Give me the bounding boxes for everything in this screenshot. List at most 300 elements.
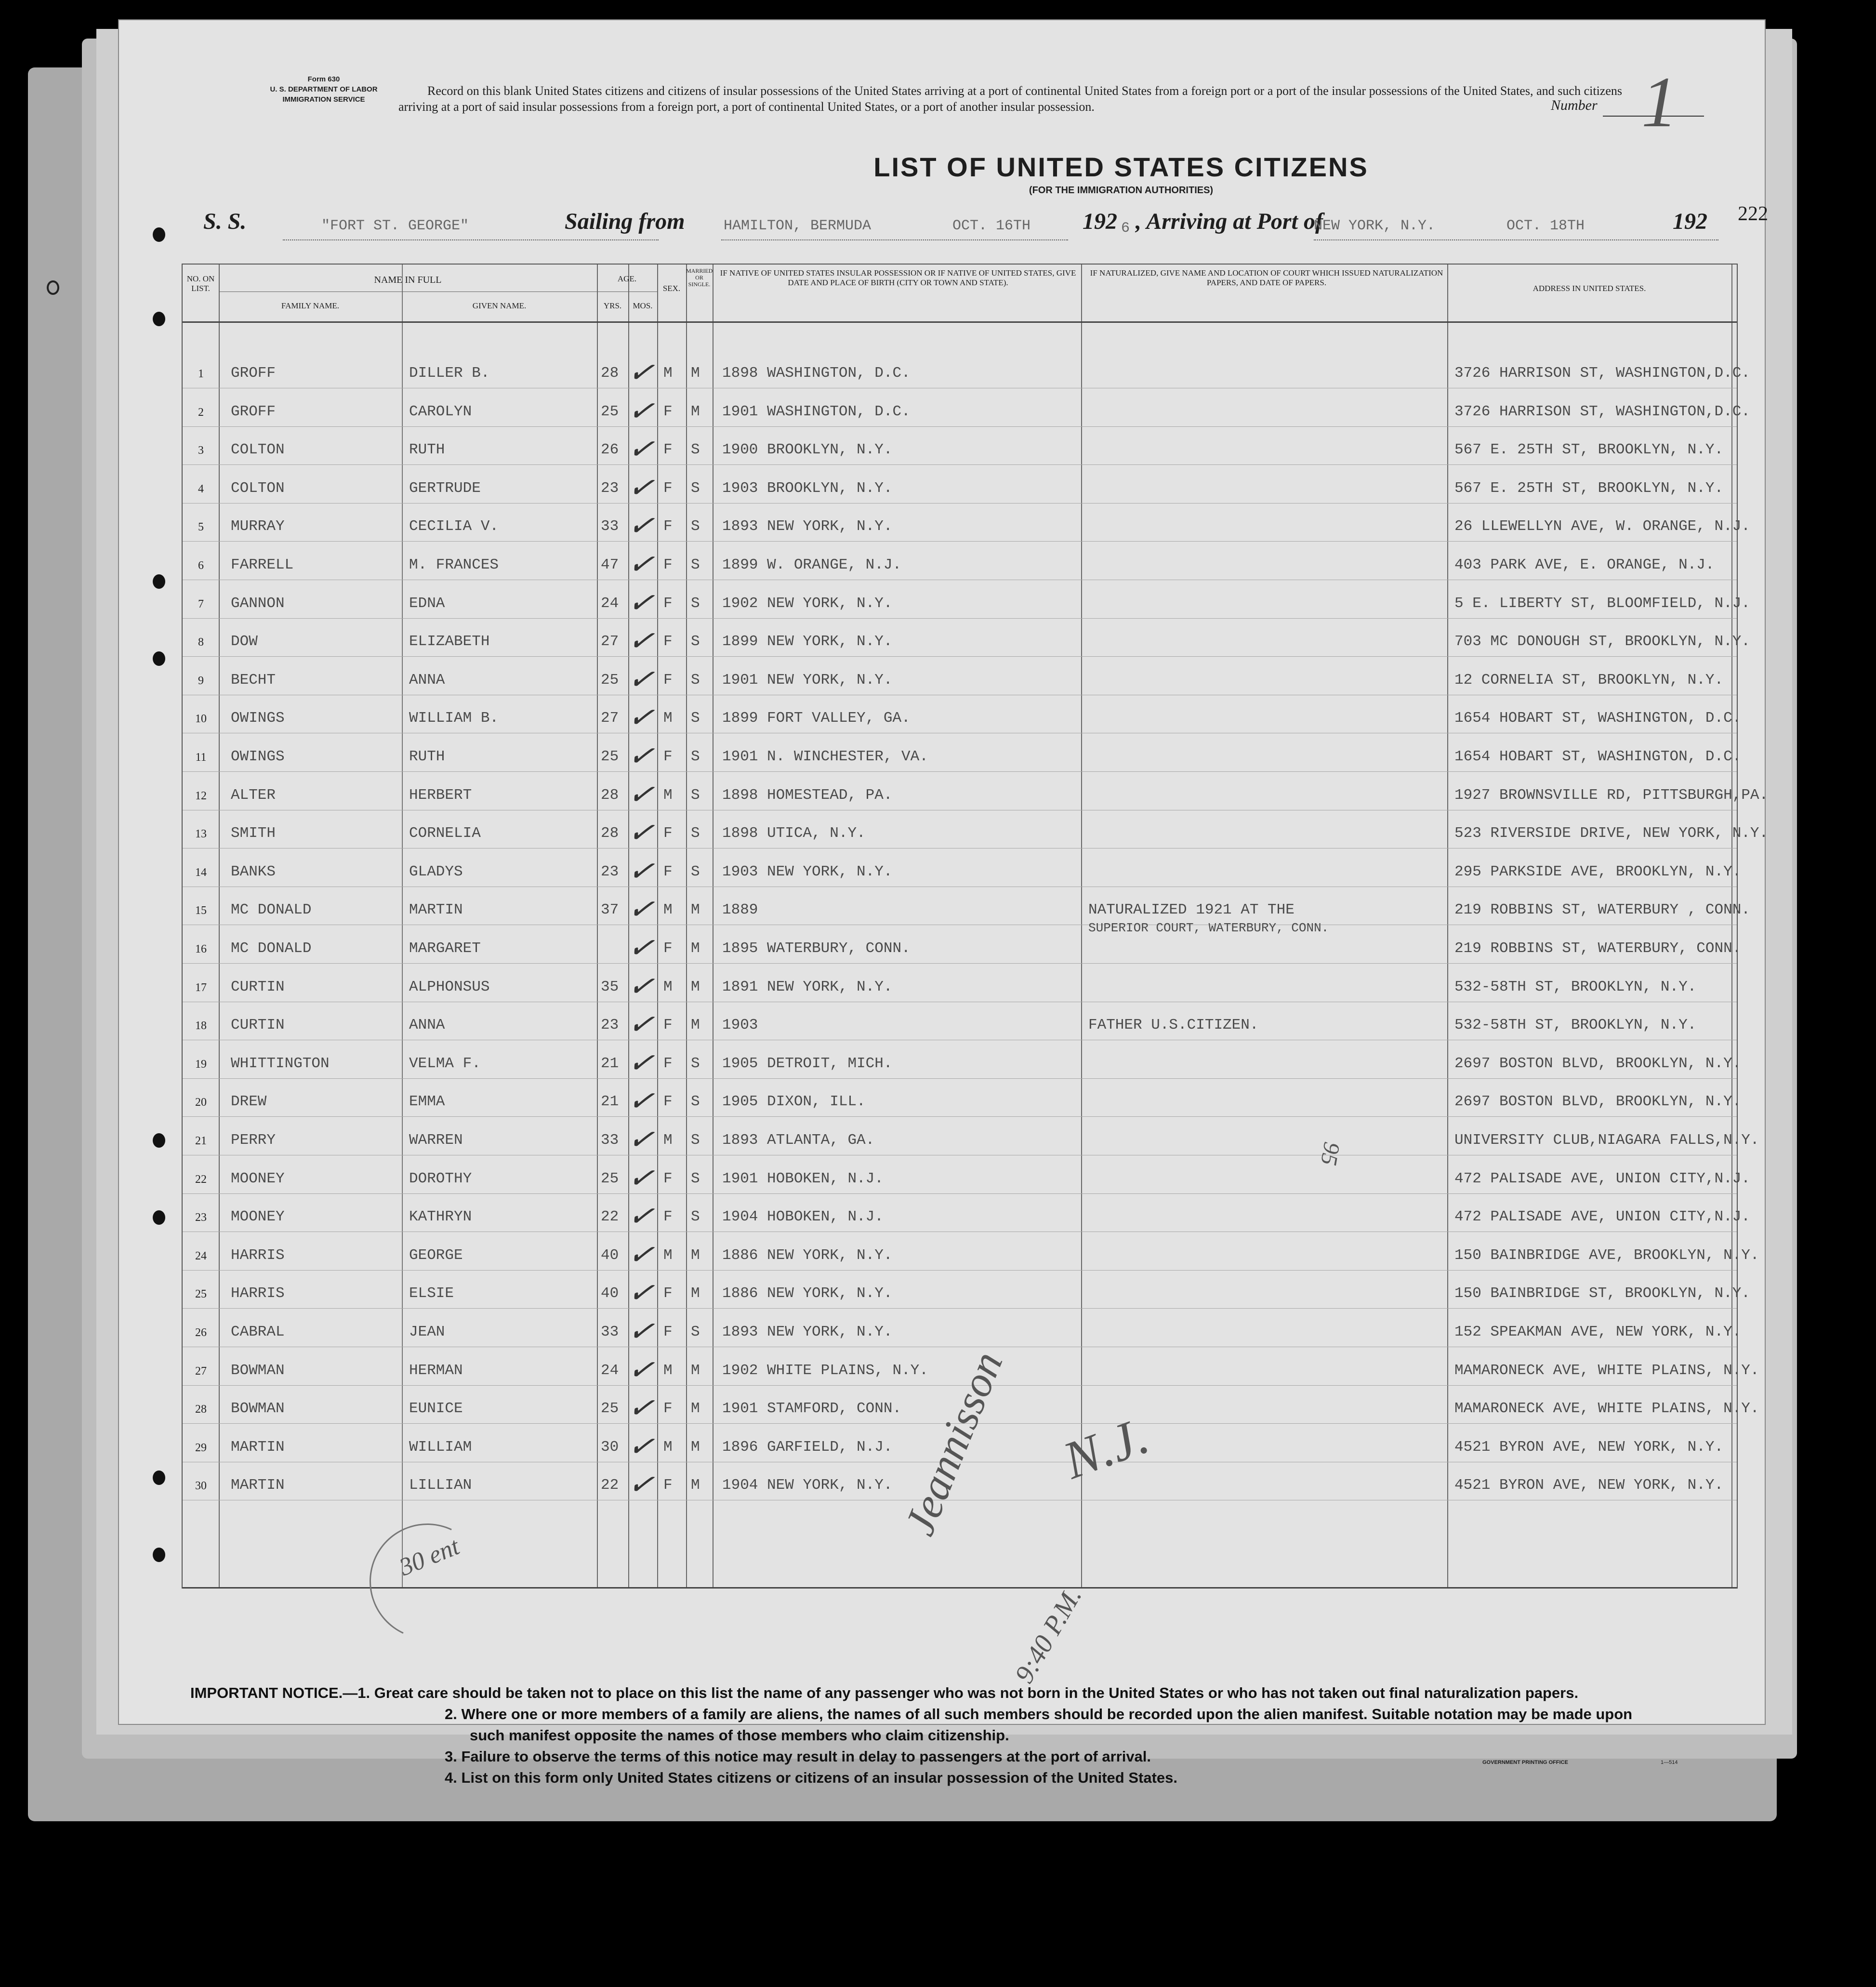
cell-birth: 1904 HOBOKEN, N.J.	[722, 1208, 884, 1226]
check-mark-icon: ✓	[626, 890, 657, 928]
cell-birth: 1899 FORT VALLEY, GA.	[722, 710, 911, 727]
cell-family: GROFF	[231, 403, 276, 420]
important-notice: IMPORTANT NOTICE.—1. Great care should be taken not to place on this list the name of any passenger who was not born in the United States or who has not taken out final naturalization papers. 2. Where one or more members of a family are aliens, the names of all such members should be recorded upon the alien manifest. Suitable notation may be made upon such manifest opposite the names of those members who claim citizenship. 3. Failure to observe the terms of this notice may result in delay to passengers at the port of arrival. 4. List on this form only United States citizens or citizens of an insular possession of the United States.	[190, 1682, 1722, 1788]
cell-age: 21	[601, 1055, 619, 1072]
year-prefix: 192	[1083, 209, 1117, 234]
cell-birth: 1900 BROOKLYN, N.Y.	[722, 441, 893, 459]
printer-imprint: GOVERNMENT PRINTING OFFICE	[1482, 1760, 1568, 1765]
check-mark-icon: ✓	[626, 1389, 657, 1427]
cell-sex: F	[663, 441, 673, 459]
punch-hole	[153, 227, 165, 242]
cell-age: 26	[601, 441, 619, 459]
check-mark-icon: ✓	[626, 622, 657, 660]
form-number: Form 630	[307, 75, 340, 83]
cell-birth: 1899 NEW YORK, N.Y.	[722, 633, 893, 650]
cell-family: MC DONALD	[231, 901, 312, 919]
punch-hole	[153, 1548, 165, 1562]
cell-sex: F	[663, 1055, 673, 1072]
cell-birth: 1902 NEW YORK, N.Y.	[722, 595, 893, 612]
cell-age: 28	[601, 825, 619, 842]
cell-birth: 1899 W. ORANGE, N.J.	[722, 556, 902, 573]
column-divider	[1081, 265, 1082, 1588]
cell-ms: M	[691, 1477, 700, 1494]
cell-given: CECILIA V.	[409, 518, 499, 535]
cell-sex: M	[663, 710, 673, 727]
cell-age: 27	[601, 710, 619, 727]
cell-given: LILLIAN	[409, 1477, 472, 1494]
cell-family: GROFF	[231, 365, 276, 382]
arriving-port: NEW YORK, N.Y.	[1314, 218, 1436, 234]
cell-age: 28	[601, 786, 619, 804]
row-rule	[183, 618, 1737, 619]
row-number: 7	[198, 597, 204, 610]
row-number: 5	[198, 521, 204, 534]
cell-family: SMITH	[231, 825, 276, 842]
row-number: 18	[195, 1020, 207, 1033]
cell-sex: F	[663, 479, 673, 497]
check-mark-icon: ✓	[626, 1005, 657, 1043]
cell-given: KATHRYN	[409, 1208, 472, 1226]
cell-addr: 12 CORNELIA ST, BROOKLYN, N.Y.	[1454, 671, 1724, 689]
number-label: Number	[1551, 97, 1598, 113]
cell-family: CURTIN	[231, 1017, 285, 1034]
notice-item-1: 1. Great care should be taken not to place on this list the name of any passenger who was not born in the United States or who has not taken out final naturalization papers.	[357, 1684, 1579, 1701]
ss-label: S. S.	[203, 209, 247, 234]
cell-ms: M	[691, 978, 700, 995]
cell-sex: F	[663, 1285, 673, 1302]
cell-sex: F	[663, 1170, 673, 1187]
cell-age: 23	[601, 1017, 619, 1034]
check-mark-icon: ✓	[626, 353, 657, 391]
cell-nat: NATURALIZED 1921 AT THE	[1088, 901, 1295, 919]
row-number: 13	[195, 828, 207, 841]
form-code: 1—514	[1661, 1760, 1678, 1765]
cell-family: CURTIN	[231, 978, 285, 995]
row-number: 24	[195, 1249, 207, 1262]
cell-ms: M	[691, 1017, 700, 1034]
cell-addr: 703 MC DONOUGH ST, BROOKLYN, N.Y.	[1454, 633, 1750, 650]
cell-sex: M	[663, 1362, 673, 1379]
cell-addr: 1927 BROWNSVILLE RD, PITTSBURGH,PA.	[1454, 786, 1769, 804]
cell-birth: 1886 NEW YORK, N.Y.	[722, 1285, 893, 1302]
cell-ms: M	[691, 1438, 700, 1456]
cell-birth: 1886 NEW YORK, N.Y.	[722, 1246, 893, 1264]
cell-family: WHITTINGTON	[231, 1055, 330, 1072]
intro-paragraph: Record on this blank United States citizens and citizens of insular possessions of the United States arriving at a port of continental United States from a foreign port or a port of the insular possessions of the United States, and such citizens arriving at a port of said insular possessions from a foreign port, a port of continental United States, or a port of another insular possession.	[398, 84, 1622, 114]
cell-given: ANNA	[409, 1017, 445, 1034]
cell-ms: M	[691, 1246, 700, 1264]
row-rule	[183, 541, 1737, 542]
check-mark-icon: ✓	[626, 1159, 657, 1196]
cell-ms: M	[691, 1362, 700, 1379]
cell-age: 47	[601, 556, 619, 573]
cell-sex: F	[663, 556, 673, 573]
cell-sex: F	[663, 633, 673, 650]
cell-addr: 1654 HOBART ST, WASHINGTON, D.C.	[1454, 748, 1742, 765]
header-naturalized: IF NATURALIZED, GIVE NAME AND LOCATION OF COURT WHICH ISSUED NATURALIZATION PAPERS, AND DATE OF PAPERS.	[1090, 268, 1443, 287]
cell-addr: 472 PALISADE AVE, UNION CITY,N.J.	[1454, 1170, 1750, 1187]
cell-given: EDNA	[409, 595, 445, 612]
cell-age: 33	[601, 1324, 619, 1340]
cell-ms: S	[691, 1324, 700, 1340]
cell-age: 33	[601, 1132, 619, 1149]
cell-given: ELIZABETH	[409, 633, 490, 650]
cell-nat: FATHER U.S.CITIZEN.	[1088, 1017, 1259, 1034]
row-rule	[183, 1193, 1737, 1194]
cell-addr: 3726 HARRISON ST, WASHINGTON,D.C.	[1454, 403, 1750, 420]
row-number: 17	[195, 981, 207, 994]
row-number: 19	[195, 1058, 207, 1071]
cell-given: EUNICE	[409, 1400, 463, 1417]
cell-given: JEAN	[409, 1324, 445, 1340]
cell-birth: 1895 WATERBURY, CONN.	[722, 940, 911, 957]
cell-birth: 1891 NEW YORK, N.Y.	[722, 978, 893, 995]
cell-family: MC DONALD	[231, 940, 312, 957]
cell-family: FARRELL	[231, 556, 294, 573]
cell-birth: 1889	[722, 901, 758, 919]
header-rule	[183, 321, 1737, 323]
row-number: 12	[195, 789, 207, 802]
cell-birth: 1893 NEW YORK, N.Y.	[722, 518, 893, 535]
arriving-date: OCT. 18TH	[1506, 218, 1585, 234]
cell-addr: 1654 HOBART ST, WASHINGTON, D.C.	[1454, 710, 1742, 727]
header-age: AGE.	[617, 274, 637, 283]
check-mark-icon: ✓	[626, 967, 657, 1005]
check-mark-icon: ✓	[626, 392, 657, 429]
sailing-from: HAMILTON, BERMUDA	[724, 218, 872, 234]
cell-age: 23	[601, 479, 619, 497]
cell-family: BOWMAN	[231, 1400, 285, 1417]
punch-hole	[153, 651, 165, 666]
column-divider	[686, 265, 687, 1588]
handwritten-time: 9:40 P.M.	[1009, 1582, 1088, 1689]
cell-given: GLADYS	[409, 863, 463, 880]
cell-birth: 1898 HOMESTEAD, PA.	[722, 786, 893, 804]
cell-age: 40	[601, 1285, 619, 1302]
row-number: 3	[198, 444, 204, 457]
header-months: MOS.	[633, 301, 653, 310]
row-number: 30	[195, 1480, 207, 1493]
cell-birth: 1904 NEW YORK, N.Y.	[722, 1477, 893, 1494]
check-mark-icon: ✓	[626, 852, 657, 890]
row-number: 25	[195, 1288, 207, 1301]
row-number: 8	[198, 636, 204, 649]
cell-sex: F	[663, 671, 673, 689]
cell-age: 28	[601, 365, 619, 382]
cell-birth: 1903 BROOKLYN, N.Y.	[722, 479, 893, 497]
cell-family: MARTIN	[231, 1438, 285, 1456]
row-rule	[183, 1308, 1737, 1309]
cell-ms: S	[691, 710, 700, 727]
cell-given: DILLER B.	[409, 365, 490, 382]
check-mark-icon: ✓	[626, 1044, 657, 1082]
cell-age: 25	[601, 1400, 619, 1417]
cell-given: ELSIE	[409, 1285, 454, 1302]
cell-given: CORNELIA	[409, 825, 481, 842]
page-number: 222	[1738, 203, 1768, 225]
cell-addr: MAMARONECK AVE, WHITE PLAINS, N.Y.	[1454, 1400, 1759, 1417]
cell-sex: M	[663, 1246, 673, 1264]
cell-given: ALPHONSUS	[409, 978, 490, 995]
header-no: NO. ON LIST.	[186, 274, 215, 293]
service-name: IMMIGRATION SERVICE	[282, 95, 365, 104]
header-sex: SEX.	[662, 284, 681, 293]
cell-addr: 150 BAINBRIDGE AVE, BROOKLYN, N.Y.	[1454, 1246, 1759, 1264]
check-mark-icon: ✓	[626, 1197, 657, 1235]
check-mark-icon: ✓	[626, 583, 657, 621]
cell-birth: 1896 GARFIELD, N.J.	[722, 1438, 893, 1456]
cell-addr: UNIVERSITY CLUB,NIAGARA FALLS,N.Y.	[1454, 1132, 1759, 1149]
check-mark-icon: ✓	[626, 699, 657, 736]
cell-birth: 1901 WASHINGTON, D.C.	[722, 403, 911, 420]
check-mark-icon: ✓	[626, 430, 657, 468]
row-number: 4	[198, 482, 204, 495]
page-subtitle: (FOR THE IMMIGRATION AUTHORITIES)	[1029, 185, 1214, 196]
cell-addr: 219 ROBBINS ST, WATERBURY, CONN.	[1454, 940, 1742, 957]
cell-birth: 1901 NEW YORK, N.Y.	[722, 671, 893, 689]
cell-addr: 523 RIVERSIDE DRIVE, NEW YORK, N.Y.	[1454, 825, 1769, 842]
cell-addr: 5 E. LIBERTY ST, BLOOMFIELD, N.J.	[1454, 595, 1750, 612]
notice-item-4: 4. List on this form only United States citizens or citizens of an insular possession of the United States.	[445, 1769, 1177, 1786]
cell-birth: 1905 DIXON, ILL.	[722, 1093, 866, 1111]
cell-addr: MAMARONECK AVE, WHITE PLAINS, N.Y.	[1454, 1362, 1759, 1379]
cell-ms: M	[691, 901, 700, 919]
cell-sex: F	[663, 1017, 673, 1034]
cell-sex: F	[663, 940, 673, 957]
header-name-in-full: NAME IN FULL	[374, 275, 442, 285]
cell-addr: 532-58TH ST, BROOKLYN, N.Y.	[1454, 978, 1697, 995]
check-mark-icon: ✓	[626, 1120, 657, 1158]
sailing-label: Sailing from	[565, 209, 685, 234]
cell-given: WILLIAM	[409, 1438, 472, 1456]
row-number: 20	[195, 1096, 207, 1109]
check-mark-icon: ✓	[626, 737, 657, 775]
cell-family: ALTER	[231, 786, 276, 804]
cell-ms: M	[691, 403, 700, 420]
punch-hole	[153, 312, 165, 326]
check-mark-icon: ✓	[626, 507, 657, 544]
punch-hole	[153, 574, 165, 589]
cell-sex: F	[663, 748, 673, 765]
row-number: 29	[195, 1441, 207, 1454]
cell-sex: F	[663, 518, 673, 535]
check-mark-icon: ✓	[626, 775, 657, 813]
check-mark-icon: ✓	[626, 1082, 657, 1120]
list-number: 1	[1641, 62, 1678, 142]
cell-sex: F	[663, 1400, 673, 1417]
cell-ms: S	[691, 1170, 700, 1187]
row-rule	[183, 426, 1737, 427]
cell-given: MARGARET	[409, 940, 481, 957]
cell-sex: M	[663, 978, 673, 995]
column-divider	[219, 265, 220, 1588]
notice-heading: IMPORTANT NOTICE.	[190, 1684, 343, 1701]
cell-ms: S	[691, 633, 700, 650]
cell-addr: 26 LLEWELLYN AVE, W. ORANGE, N.J.	[1454, 518, 1750, 535]
cell-age: 25	[601, 671, 619, 689]
header-native-birth: IF NATIVE OF UNITED STATES INSULAR POSSESSION OR IF NATIVE OF UNITED STATES, GIVE DATE AND PLACE OF BIRTH (CITY OR TOWN AND STATE).	[720, 268, 1076, 287]
row-number: 9	[198, 674, 204, 687]
row-number: 21	[195, 1135, 207, 1147]
cell-ms: S	[691, 556, 700, 573]
cell-family: BANKS	[231, 863, 276, 880]
cell-ms: M	[691, 1285, 700, 1302]
cell-family: DREW	[231, 1093, 267, 1111]
notice-item-2-continued: such manifest opposite the names of those members who claim citizenship.	[470, 1727, 1009, 1744]
ship-name: "FORT ST. GEORGE"	[321, 218, 469, 234]
cell-family: MOONEY	[231, 1170, 285, 1187]
cell-addr: 2697 BOSTON BLVD, BROOKLYN, N.Y.	[1454, 1093, 1742, 1111]
cell-given: RUTH	[409, 441, 445, 459]
cell-family: OWINGS	[231, 748, 285, 765]
punch-hole	[153, 1210, 165, 1225]
cell-addr: 3726 HARRISON ST, WASHINGTON,D.C.	[1454, 365, 1750, 382]
cell-addr: 532-58TH ST, BROOKLYN, N.Y.	[1454, 1017, 1697, 1034]
cell-given: M. FRANCES	[409, 556, 499, 573]
cell-sex: M	[663, 1132, 673, 1149]
cell-ms: S	[691, 786, 700, 804]
row-number: 28	[195, 1403, 207, 1416]
column-divider	[657, 265, 658, 1588]
row-number: 14	[195, 866, 207, 879]
cell-sex: F	[663, 1208, 673, 1226]
row-number: 23	[195, 1211, 207, 1224]
cell-addr: 403 PARK AVE, E. ORANGE, N.J.	[1454, 556, 1715, 573]
row-rule	[183, 771, 1737, 772]
cell-ms: S	[691, 1055, 700, 1072]
handwritten-signature: Jeannisson	[895, 1345, 1012, 1542]
check-mark-icon: ✓	[626, 660, 657, 698]
cell-given: CAROLYN	[409, 403, 472, 420]
page-title: LIST OF UNITED STATES CITIZENS	[873, 152, 1369, 182]
cell-birth: 1905 DETROIT, MICH.	[722, 1055, 893, 1072]
row-number: 10	[195, 713, 207, 726]
year-digit: 6	[1121, 220, 1130, 237]
sailing-date: OCT. 16TH	[952, 218, 1031, 234]
notice-item-2: 2. Where one or more members of a family are aliens, the names of all such members should be recorded upon the alien manifest. Suitable notation may be made upon	[445, 1706, 1633, 1722]
cell-age: 35	[601, 978, 619, 995]
form-identification	[223, 74, 425, 105]
cell-ms: S	[691, 748, 700, 765]
row-number: 1	[198, 368, 204, 380]
cell-given: WARREN	[409, 1132, 463, 1149]
cell-age: 23	[601, 863, 619, 880]
cell-age: 21	[601, 1093, 619, 1111]
punch-hole	[153, 1133, 165, 1148]
cell-sex: M	[663, 1438, 673, 1456]
cell-age: 33	[601, 518, 619, 535]
cell-sex: M	[663, 786, 673, 804]
cell-age: 24	[601, 1362, 619, 1379]
cell-ms: S	[691, 863, 700, 880]
cell-sex: F	[663, 863, 673, 880]
header-divider	[219, 291, 597, 292]
cell-given: RUTH	[409, 748, 445, 765]
row-rule	[183, 464, 1737, 465]
row-rule	[183, 656, 1737, 657]
header-family-name: FAMILY NAME.	[281, 301, 340, 310]
cell-given: HERBERT	[409, 786, 472, 804]
cell-family: PERRY	[231, 1132, 276, 1149]
cell-sex: F	[663, 1324, 673, 1340]
column-divider	[597, 265, 598, 1588]
cell-ms: M	[691, 940, 700, 957]
cell-age: 40	[601, 1246, 619, 1264]
arriving-label: , Arriving at Port of	[1136, 209, 1323, 234]
check-mark-icon: ✓	[626, 813, 657, 851]
cell-age: 27	[601, 633, 619, 650]
handwritten-95: 95	[1315, 1140, 1345, 1167]
cell-age: 22	[601, 1208, 619, 1226]
cell-birth: 1898 UTICA, N.Y.	[722, 825, 866, 842]
cell-family: BOWMAN	[231, 1362, 285, 1379]
cell-ms: S	[691, 1132, 700, 1149]
cell-age: 25	[601, 748, 619, 765]
cell-birth: 1901 N. WINCHESTER, VA.	[722, 748, 928, 765]
cell-family: HARRIS	[231, 1285, 285, 1302]
cell-addr: 2697 BOSTON BLVD, BROOKLYN, N.Y.	[1454, 1055, 1742, 1072]
cell-family: HARRIS	[231, 1246, 285, 1264]
cell-family: CABRAL	[231, 1324, 285, 1340]
header-given-name: GIVEN NAME.	[472, 301, 527, 310]
check-mark-icon: ✓	[626, 468, 657, 506]
cell-ms: S	[691, 1208, 700, 1226]
cell-family: MURRAY	[231, 518, 285, 535]
cell-given: VELMA F.	[409, 1055, 481, 1072]
cell-age: 25	[601, 1170, 619, 1187]
cell-given: DOROTHY	[409, 1170, 472, 1187]
cell-birth: 1901 STAMFORD, CONN.	[722, 1400, 902, 1417]
cell-age: 24	[601, 595, 619, 612]
cell-given: GERTRUDE	[409, 479, 481, 497]
row-number: 26	[195, 1326, 207, 1339]
ship-name-line	[283, 239, 659, 240]
header-divider	[597, 291, 657, 292]
check-mark-icon: ✓	[626, 1351, 657, 1388]
cell-family: OWINGS	[231, 710, 285, 727]
cell-sex: F	[663, 1093, 673, 1111]
cell-addr: 567 E. 25TH ST, BROOKLYN, N.Y.	[1454, 441, 1724, 459]
punch-hole	[153, 1470, 165, 1485]
cell-sex: F	[663, 403, 673, 420]
row-number: 15	[195, 904, 207, 917]
cell-addr: 567 E. 25TH ST, BROOKLYN, N.Y.	[1454, 479, 1724, 497]
cell-addr: 4521 BYRON AVE, NEW YORK, N.Y.	[1454, 1477, 1724, 1494]
cell-family: MOONEY	[231, 1208, 285, 1226]
cell-birth: 1903	[722, 1017, 758, 1034]
cell-birth: 1893 ATLANTA, GA.	[722, 1132, 875, 1149]
column-divider	[1447, 265, 1448, 1588]
cell-addr: 219 ROBBINS ST, WATERBURY , CONN.	[1454, 901, 1750, 919]
row-number: 2	[198, 406, 204, 419]
row-number: 16	[195, 943, 207, 955]
cell-sex: M	[663, 901, 673, 919]
check-mark-icon: ✓	[626, 1274, 657, 1311]
naturalization-court: SUPERIOR COURT, WATERBURY, CONN.	[1088, 921, 1329, 936]
row-rule	[183, 1270, 1737, 1271]
row-rule	[183, 1116, 1737, 1117]
cell-ms: S	[691, 671, 700, 689]
check-mark-icon: ✓	[626, 1427, 657, 1465]
notice-item-3: 3. Failure to observe the terms of this notice may result in delay to passengers at the port of arrival.	[445, 1748, 1151, 1765]
cell-addr: 472 PALISADE AVE, UNION CITY,N.J.	[1454, 1208, 1750, 1226]
cell-family: GANNON	[231, 595, 285, 612]
cell-family: MARTIN	[231, 1477, 285, 1494]
handwritten-nj: N.J.	[1056, 1405, 1156, 1490]
cell-family: COLTON	[231, 441, 285, 459]
year-prefix: 192	[1673, 209, 1707, 234]
check-mark-icon: ✓	[626, 928, 657, 967]
